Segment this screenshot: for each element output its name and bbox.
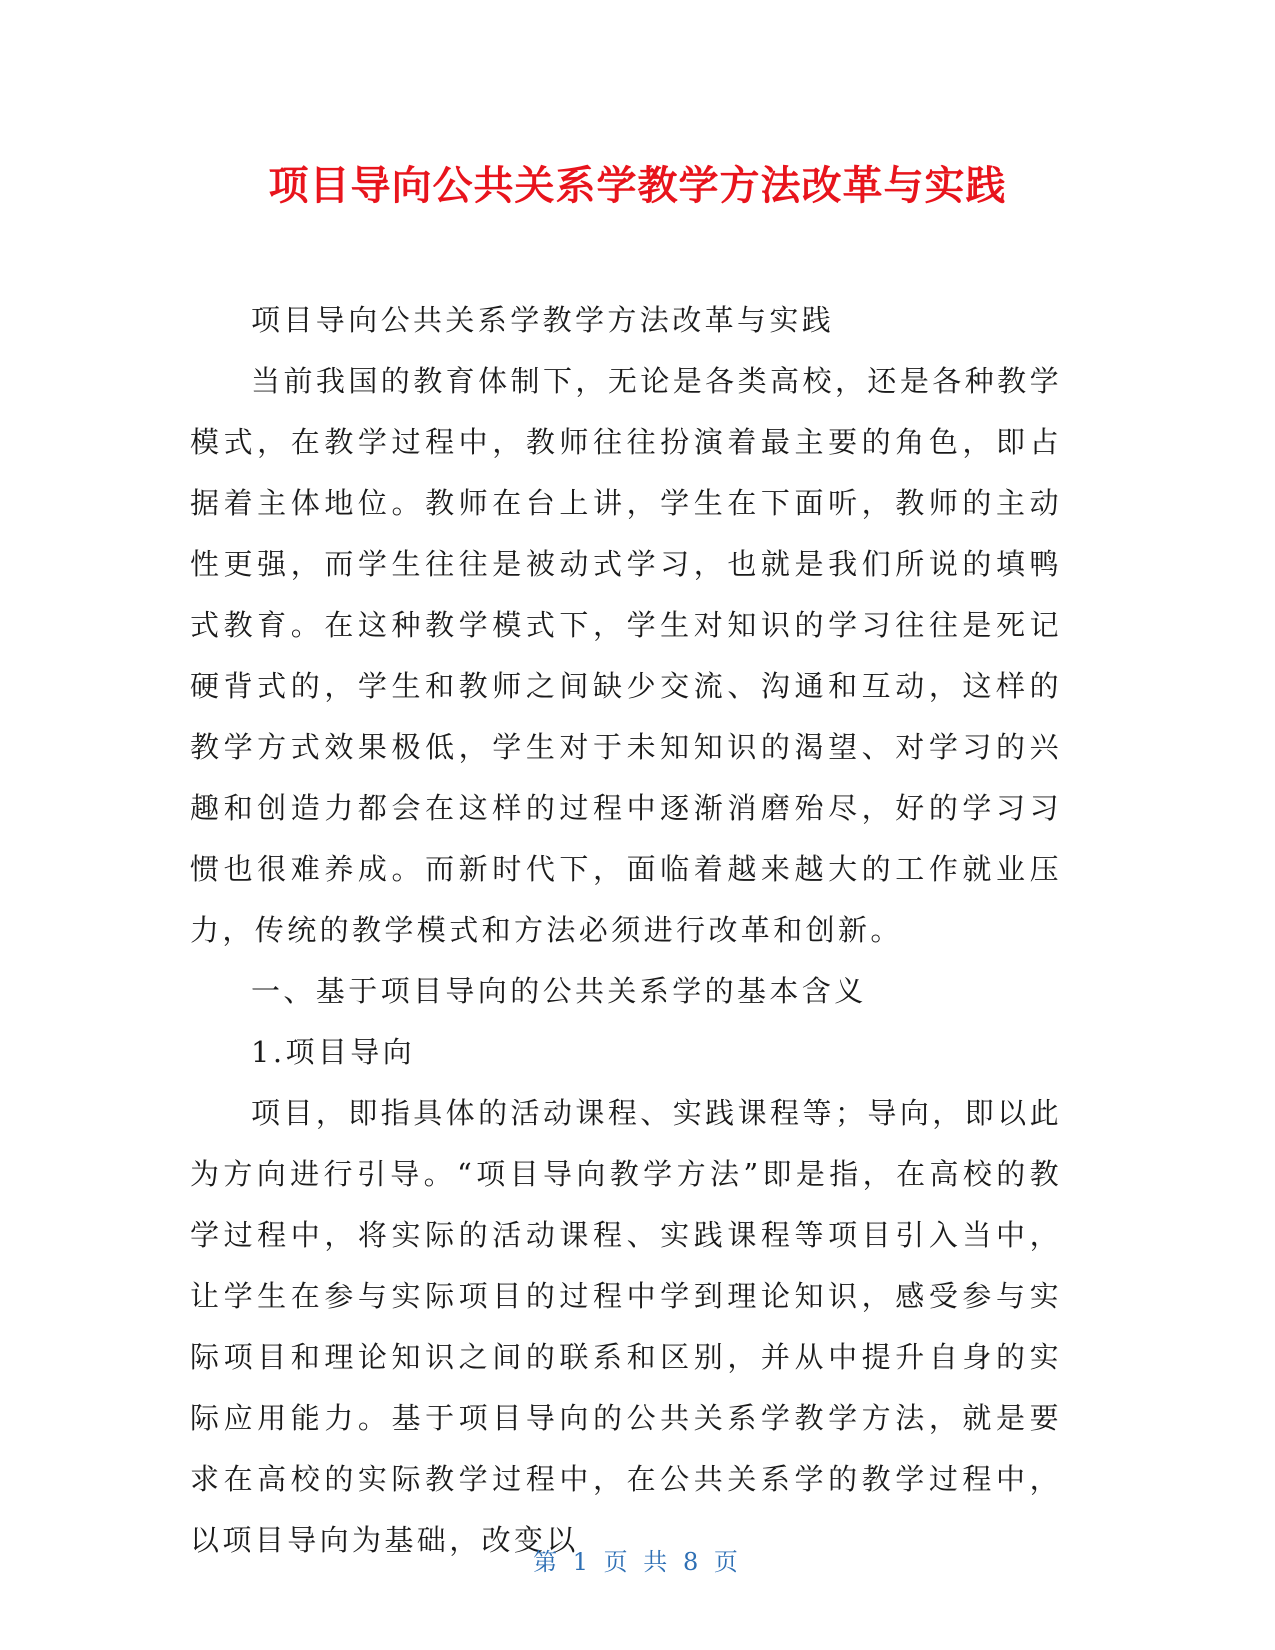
paragraph-intro: 当前我国的教育体制下，无论是各类高校，还是各种教学模式，在教学过程中，教师往往扮演着最主要的角色，即占据着主体地位。教师在台上讲，学生在下面听，教师的主动性更强，而学生往往是被动式学习，也就是我们所说的填鸭式教育。在这种教学模式下，学生对知识的学习往往是死记硬背式的，学生和教师之间缺少交流、沟通和互动，这样的教学方式效果极低，学生对于未知知识的渴望、对学习的兴趣和创造力都会在这样的过程中逐渐消磨殆尽，好的学习习惯也很难养成。而新时代下，面临着越来越大的工作就业压力，传统的教学模式和方法必须进行改革和创新。 <box>190 364 1062 947</box>
paragraph-definition: 项目，即指具体的活动课程、实践课程等；导向，即以此为方向进行引导。“项目导向教学方法”即是指，在高校的教学过程中，将实际的活动课程、实践课程等项目引入当中，让学生在参与实际项目的过程中学到理论知识，感受参与实际项目和理论知识之间的联系和区别，并从中提升自身的实际应用能力。基于项目导向的公共关系学教学方法，就是要求在高校的实际教学过程中，在公共关系学的教学过程中，以项目导向为基础，改变以 <box>190 1096 1062 1557</box>
document-title: 项目导向公共关系学教学方法改革与实践 <box>268 163 1007 209</box>
section-heading: 一、基于项目导向的公共关系学的基本含义 <box>251 974 867 1008</box>
page-number: 第 1 页 共 8 页 <box>533 1548 742 1576</box>
paragraph-subtitle: 项目导向公共关系学教学方法改革与实践 <box>251 303 835 337</box>
document-body <box>190 290 1062 1571</box>
subsection-heading: 1.项目导向 <box>251 1035 416 1069</box>
